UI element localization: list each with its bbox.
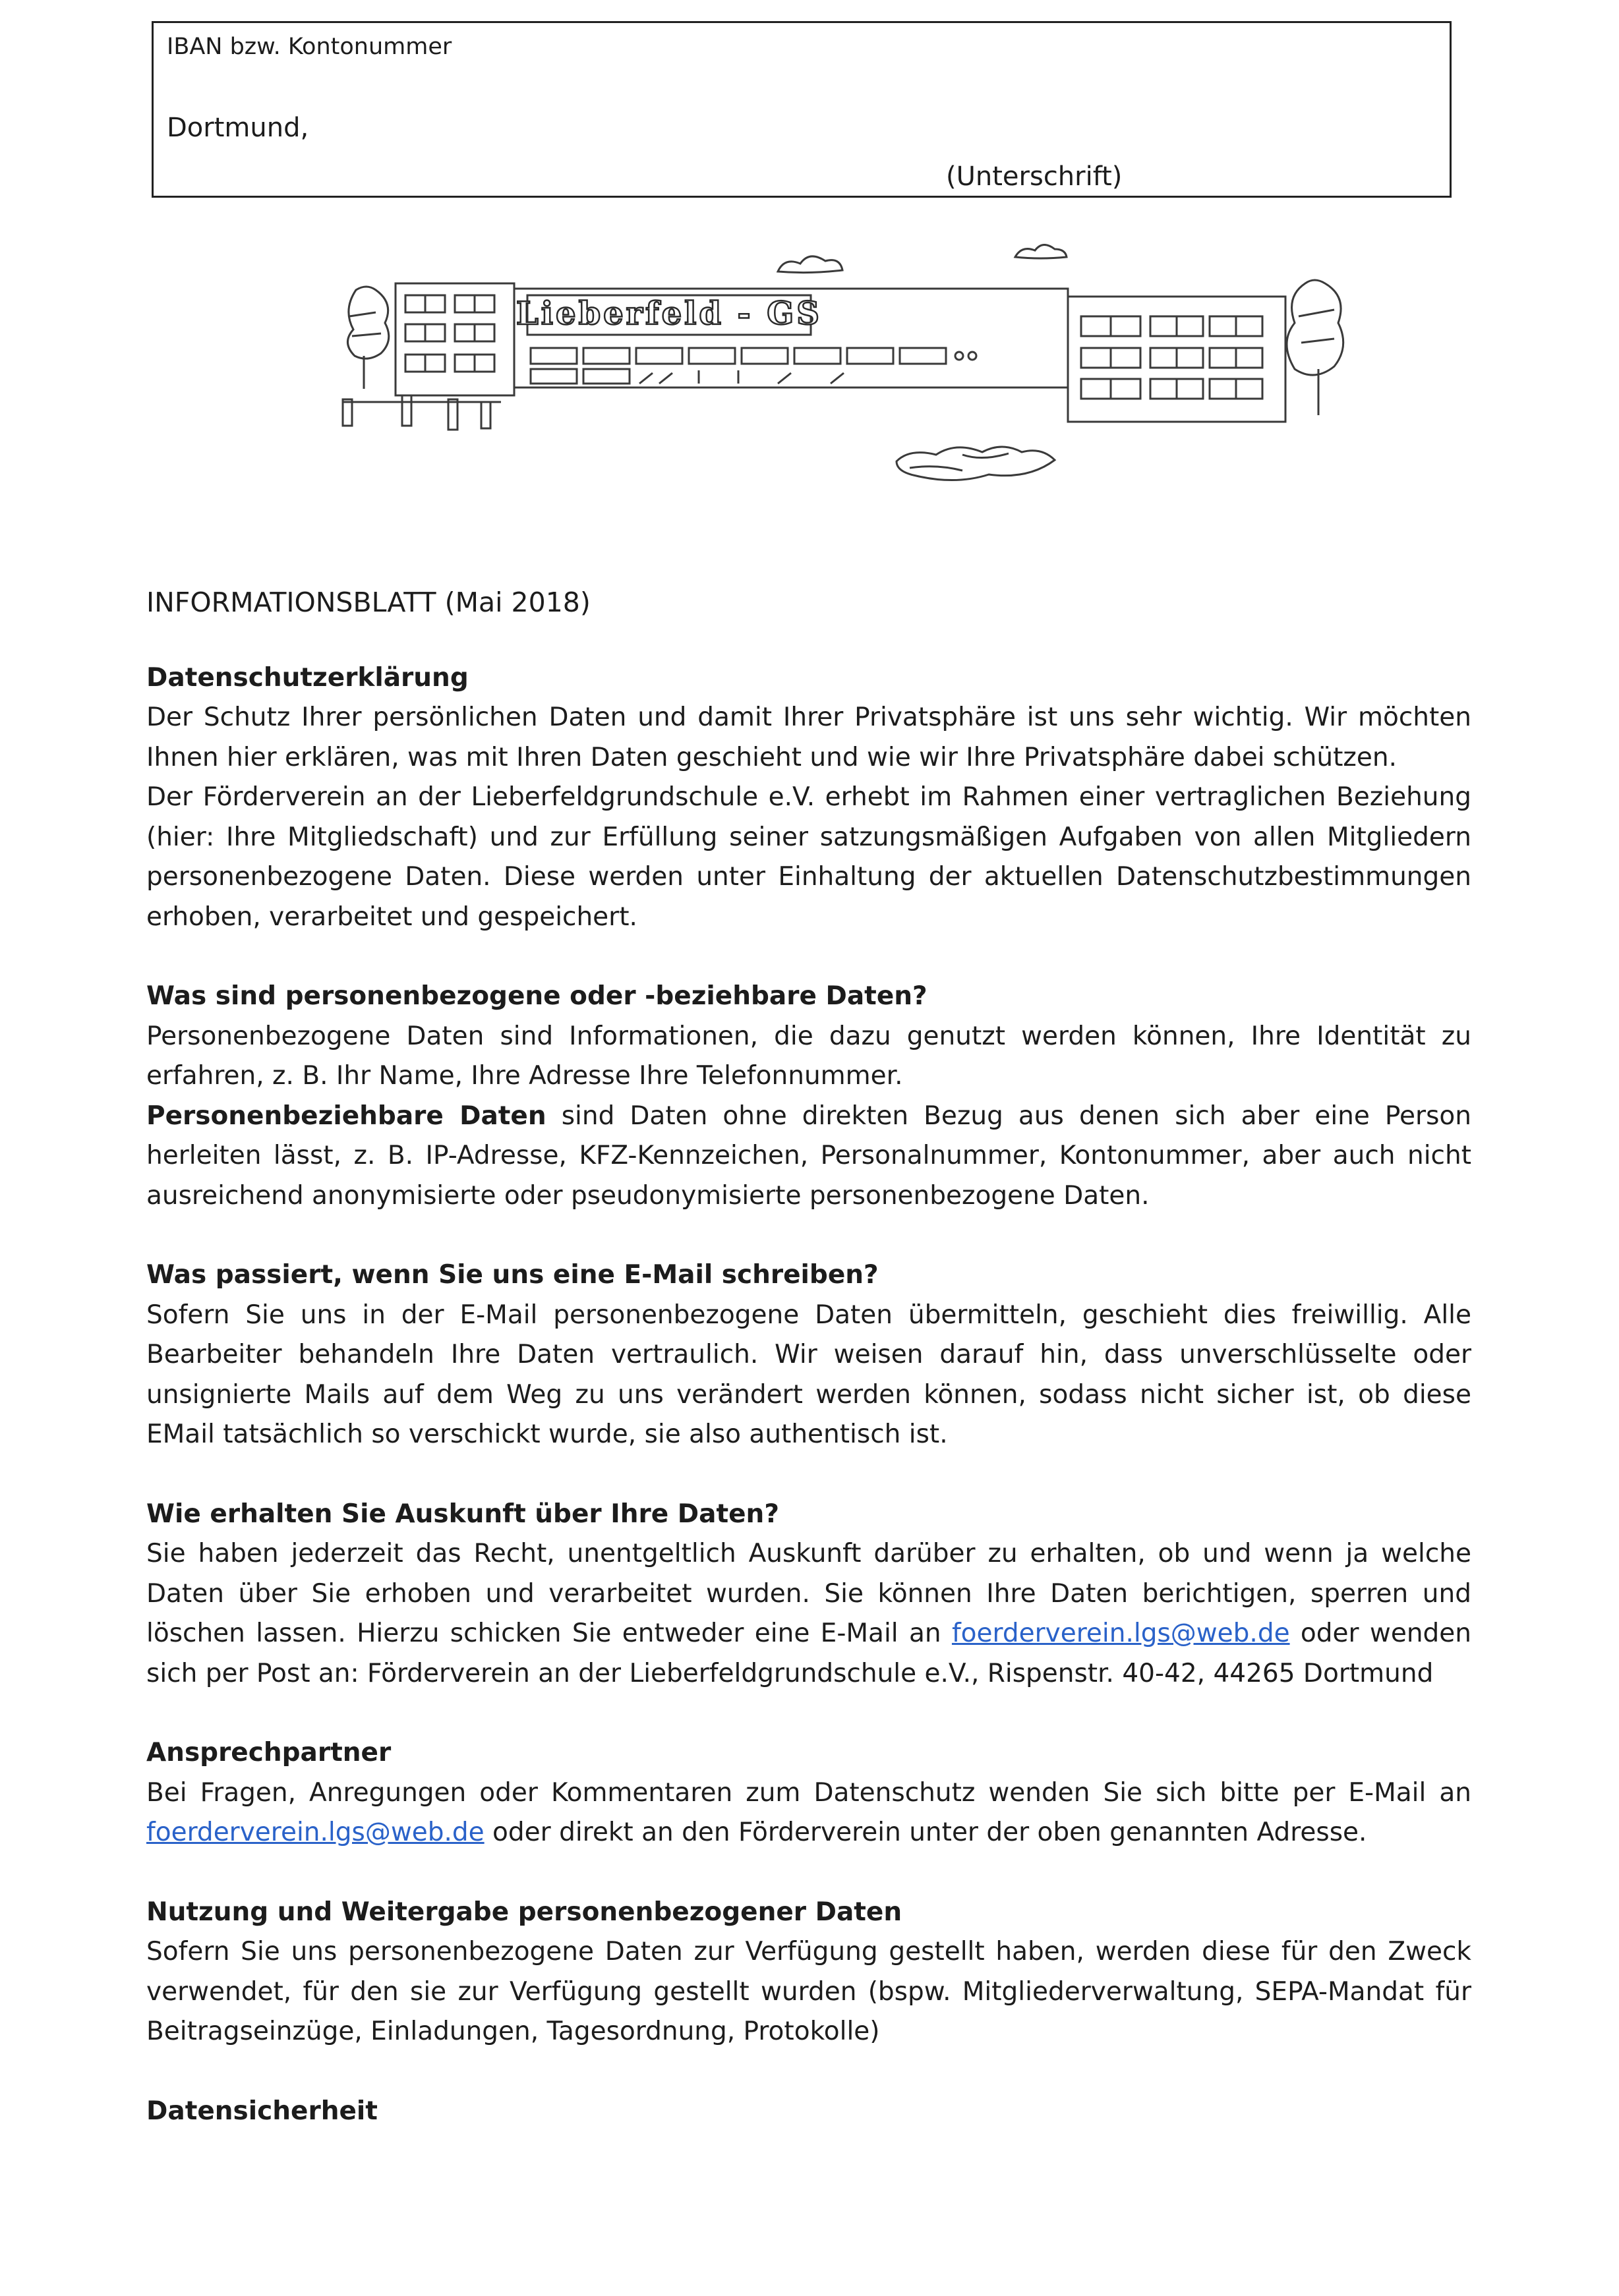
- paragraph: Sie haben jederzeit das Recht, unentgeltlich Auskunft darüber zu erhalten, ob und wenn ja welche Daten über Sie erhoben und verarbeitet wurden. Sie können Ihre Daten berichtigen, sperren und löschen lassen. Hierzu schicken Sie entweder eine E-Mail an foerderverein.lgs@web.de oder wenden sich per Post an: Förderverein an der Lieberfeldgrundschule e.V., Rispenstr. 40-42, 44265 Dortmund: [146, 1539, 1472, 1688]
- section-heading: Was passiert, wenn Sie uns eine E-Mail schreiben?: [146, 1260, 879, 1290]
- email-link[interactable]: foerderverein.lgs@web.de: [951, 1619, 1290, 1648]
- window-grid: [405, 295, 494, 372]
- tree-icon: [1287, 280, 1343, 415]
- info-sheet-content: [146, 583, 1471, 2171]
- email-link[interactable]: foerderverein.lgs@web.de: [146, 1818, 485, 1847]
- section-privacy-statement: [146, 658, 1471, 938]
- section-heading: Datensicherheit: [146, 2096, 378, 2126]
- section-personal-data: [146, 977, 1471, 1216]
- paragraph: Der Schutz Ihrer persönlichen Daten und damit Ihrer Privatsphäre ist uns sehr wichtig. Wir möchten Ihnen hier erklären, was mit Ihren Daten geschieht und wie wir Ihre Privatsphäre dabei schützen.: [146, 703, 1471, 772]
- paragraph: Personenbeziehbare Daten sind Daten ohne direkten Bezug aus denen sich aber eine Person herleiten lässt, z. B. IP-Adresse, KFZ-Kennzeichen, Personalnummer, Kontonummer, aber auch nicht ausreichend anonymisierte oder pseudonymisierte personenbezogene Daten.: [146, 1101, 1471, 1211]
- paragraph: Sofern Sie uns in der E-Mail personenbezogene Daten übermitteln, geschieht dies freiwillig. Alle Bearbeiter behandeln Ihre Daten vertraulich. Wir weisen darauf hin, dass unverschlüsselte oder unsignierte Mails auf dem Weg zu uns verändert werden können, sodass nicht sicher ist, ob diese EMail tatsächlich so verschickt wurde, sie also authentisch ist.: [146, 1300, 1471, 1449]
- cloud-icon: [778, 256, 842, 273]
- section-heading: Ansprechpartner: [146, 1738, 392, 1767]
- tree-icon: [347, 287, 388, 389]
- bushes: [897, 447, 1055, 480]
- school-building-logo: [330, 244, 1384, 507]
- section-information-request: [146, 1495, 1471, 1694]
- section-data-security: [146, 2092, 1471, 2132]
- section-heading: Was sind personenbezogene oder -beziehbare Daten?: [146, 981, 927, 1011]
- window-grid: [531, 348, 976, 384]
- paragraph: Personenbezogene Daten sind Informationen, die dazu genutzt werden können, Ihre Identität zu erfahren, z. B. Ihr Name, Ihre Adresse Ihre Telefonnummer.: [146, 1021, 1471, 1091]
- bank-signature-box: [152, 21, 1452, 198]
- signature-label: (Unterschrift): [946, 161, 1123, 192]
- bold-term: Personenbeziehbare Daten: [146, 1101, 546, 1131]
- window-grid: [1081, 316, 1262, 399]
- fence-posts: [343, 395, 501, 430]
- section-heading: Datenschutzerklärung: [146, 662, 469, 693]
- section-heading: Wie erhalten Sie Auskunft über Ihre Daten?: [146, 1499, 779, 1529]
- cloud-icon: [1015, 244, 1067, 258]
- school-name-sign: Lieberfeld - GS: [516, 295, 822, 332]
- place-date-label: Dortmund,: [167, 113, 309, 143]
- section-data-usage: [146, 1893, 1471, 2052]
- section-email: [146, 1255, 1471, 1455]
- section-heading: Nutzung und Weitergabe personenbezogener Daten: [146, 1897, 902, 1927]
- iban-label: IBAN bzw. Kontonummer: [167, 34, 452, 60]
- section-contact: [146, 1733, 1471, 1853]
- paragraph: Bei Fragen, Anregungen oder Kommentaren zum Datenschutz wenden Sie sich bitte per E-Mail an foerderverein.lgs@web.de oder direkt an den Förderverein unter der oben genannten Adresse.: [146, 1777, 1471, 1847]
- paragraph: Der Förderverein an der Lieberfeldgrundschule e.V. erhebt im Rahmen einer vertraglichen Beziehung (hier: Ihre Mitgliedschaft) und zur Erfüllung seiner satzungsmäßigen Aufgaben von allen Mitgliedern personenbezogene Daten. Diese werden unter Einhaltung der aktuellen Datenschutzbestimmungen erhoben, verarbeitet und gespeichert.: [146, 782, 1471, 932]
- paragraph: Sofern Sie uns personenbezogene Daten zur Verfügung gestellt haben, werden diese für den Zweck verwendet, für den sie zur Verfügung gestellt wurden (bspw. Mitgliederverwaltung, SEPA-Mandat für Beitragseinzüge, Einladungen, Tagesordnung, Protokolle): [146, 1937, 1471, 2046]
- document-title: INFORMATIONSBLATT (Mai 2018): [146, 587, 591, 618]
